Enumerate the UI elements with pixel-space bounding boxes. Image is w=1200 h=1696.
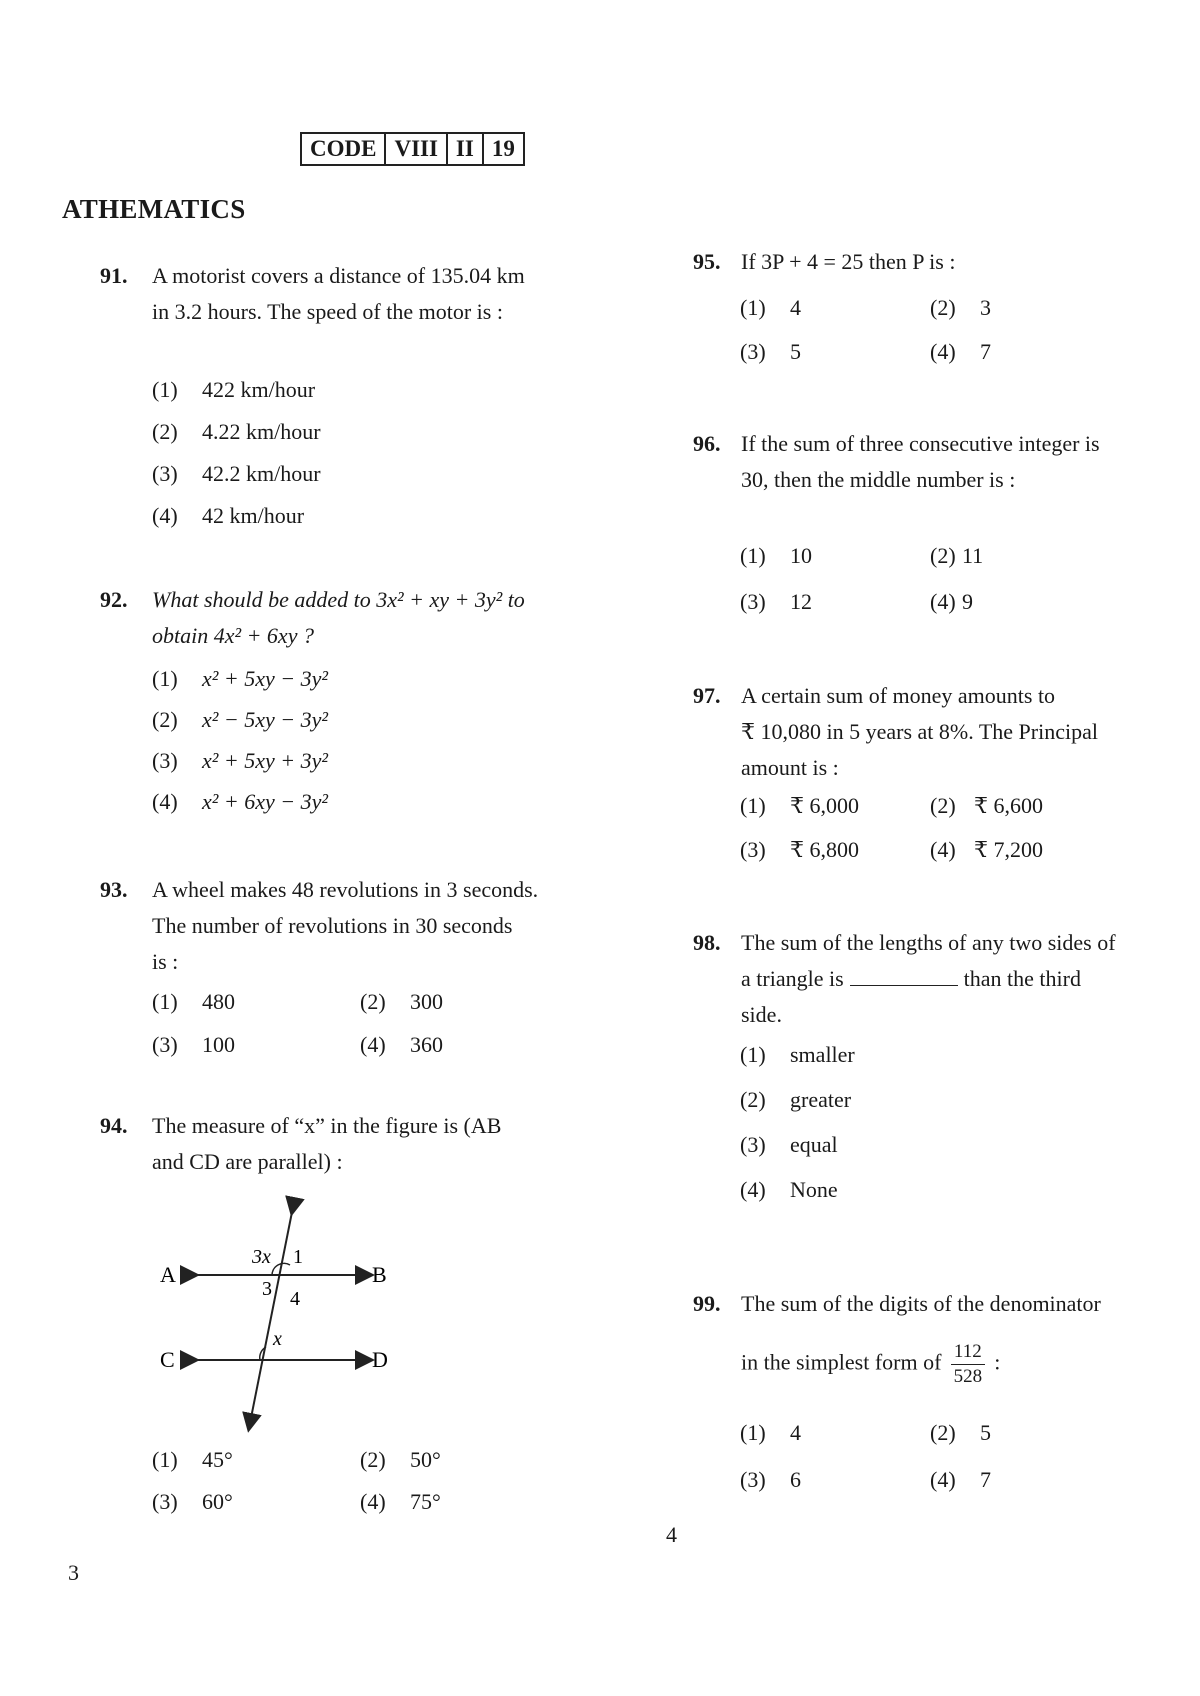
question-number: 92. — [100, 587, 128, 612]
option-text: 10 — [790, 543, 812, 568]
option-text: 42 km/hour — [202, 503, 305, 528]
option-number: (4) — [152, 503, 178, 528]
option-number: (1) — [740, 1420, 766, 1445]
question-text — [741, 244, 955, 280]
option-93-1[interactable] — [152, 987, 235, 1017]
option-text: 300 — [410, 989, 443, 1014]
option-text: 7 — [980, 1467, 991, 1492]
option-number: (1) — [152, 1447, 178, 1472]
option-number: (2) — [152, 707, 178, 732]
option-number: (3) — [740, 339, 766, 364]
option-95-1[interactable] — [740, 293, 801, 323]
option-93-2[interactable] — [360, 987, 443, 1017]
page-number-right: 4 — [666, 1522, 677, 1547]
option-text: 4 — [790, 1420, 801, 1445]
label-b: B — [372, 1262, 387, 1287]
option-text: 60° — [202, 1489, 233, 1514]
option-text: ₹ 6,800 — [790, 837, 859, 862]
label-d: D — [372, 1347, 388, 1372]
option-number: (2) — [930, 543, 956, 568]
option-93-3[interactable] — [152, 1030, 235, 1060]
label-angle-1: 1 — [293, 1246, 303, 1268]
option-96-2[interactable] — [930, 541, 983, 571]
question-line: in 3.2 hours. The speed of the motor is : — [152, 299, 503, 324]
option-94-3[interactable] — [152, 1487, 233, 1517]
option-94-2[interactable] — [360, 1445, 441, 1475]
label-angle-3: 3 — [262, 1278, 272, 1300]
option-number: (1) — [152, 989, 178, 1014]
question-line: What should be added to 3x² + xy + 3y² to — [152, 587, 525, 612]
option-number: (4) — [930, 589, 956, 614]
code-cell: 19 — [491, 136, 515, 161]
question-line: A wheel makes 48 revolutions in 3 seconds. — [152, 877, 539, 902]
question-text — [741, 678, 1098, 786]
option-text: 5 — [790, 339, 801, 364]
code-cell: CODE — [302, 134, 386, 164]
fraction-numerator: 112 — [951, 1340, 985, 1365]
question-number: 99. — [693, 1291, 721, 1316]
option-text: 100 — [202, 1032, 235, 1057]
option-number: (3) — [740, 1132, 766, 1157]
option-text: 11 — [962, 543, 984, 568]
option-number: (2) — [930, 793, 956, 818]
option-92-1[interactable] — [152, 664, 328, 694]
option-98-1[interactable] — [740, 1040, 855, 1070]
option-number: (3) — [740, 589, 766, 614]
option-text: 4 — [790, 295, 801, 320]
option-number: (3) — [152, 1032, 178, 1057]
option-text: 9 — [962, 589, 973, 614]
question-line: amount is : — [741, 755, 839, 780]
option-text: 5 — [980, 1420, 991, 1445]
question-line: obtain 4x² + 6xy ? — [152, 623, 314, 648]
option-text: equal — [790, 1132, 838, 1157]
subject-title: ATHEMATICS — [62, 194, 246, 224]
option-number: (2) — [360, 989, 386, 1014]
question-number: 94. — [100, 1113, 128, 1138]
option-text: x² − 5xy − 3y² — [202, 707, 328, 732]
option-94-4[interactable] — [360, 1487, 441, 1517]
option-text: 50° — [410, 1447, 441, 1472]
option-number: (2) — [930, 295, 956, 320]
option-number: (4) — [930, 339, 956, 364]
option-98-2[interactable] — [740, 1085, 851, 1115]
option-number: (3) — [152, 1489, 178, 1514]
option-text: x² + 6xy − 3y² — [202, 789, 328, 814]
question-line: and CD are parallel) : — [152, 1149, 343, 1174]
option-text: ₹ 7,200 — [974, 837, 1043, 862]
answer-blank — [850, 967, 958, 986]
question-number: 93. — [100, 877, 128, 902]
option-number: (2) — [930, 1420, 956, 1445]
option-91-1[interactable] — [152, 375, 315, 405]
option-number: (1) — [740, 543, 766, 568]
question-number: 91. — [100, 263, 128, 288]
label-c: C — [160, 1347, 175, 1372]
option-text: x² + 5xy + 3y² — [202, 748, 328, 773]
option-text: 4.22 km/hour — [202, 419, 321, 444]
option-text: 3 — [980, 295, 991, 320]
parallel-lines-figure — [150, 1195, 410, 1435]
option-text: 480 — [202, 989, 235, 1014]
option-number: (2) — [152, 419, 178, 444]
option-97-1[interactable] — [740, 791, 859, 821]
option-94-1[interactable] — [152, 1445, 233, 1475]
option-98-4[interactable] — [740, 1175, 838, 1205]
question-line: The number of revolutions in 30 seconds — [152, 913, 513, 938]
option-number: (3) — [740, 837, 766, 862]
question-text — [741, 426, 1100, 498]
question-text — [152, 582, 525, 654]
option-97-4[interactable] — [930, 835, 1043, 865]
label-3x: 3x — [252, 1246, 271, 1268]
code-cell: II — [448, 134, 484, 164]
option-96-3[interactable] — [740, 587, 812, 617]
option-text: smaller — [790, 1042, 855, 1067]
option-99-3[interactable] — [740, 1465, 801, 1495]
label-angle-4: 4 — [290, 1288, 300, 1310]
option-92-3[interactable] — [152, 746, 328, 776]
option-95-4[interactable] — [930, 337, 991, 367]
option-92-2[interactable] — [152, 705, 328, 735]
page-number-left: 3 — [68, 1560, 79, 1585]
question-line: is : — [152, 949, 179, 974]
option-91-4[interactable] — [152, 501, 304, 531]
option-number: (1) — [740, 793, 766, 818]
option-number: (4) — [930, 1467, 956, 1492]
transversal-line — [250, 1207, 293, 1423]
option-text: greater — [790, 1087, 852, 1112]
question-text — [152, 1108, 501, 1180]
option-number: (1) — [740, 295, 766, 320]
option-text: ₹ 6,600 — [974, 793, 1043, 818]
option-number: (1) — [152, 666, 178, 691]
option-number: (4) — [740, 1177, 766, 1202]
option-number: (3) — [152, 748, 178, 773]
question-line: ₹ 10,080 in 5 years at 8%. The Principal — [741, 719, 1098, 744]
question-number: 95. — [693, 249, 721, 274]
label-a: A — [160, 1262, 176, 1287]
option-number: (4) — [152, 789, 178, 814]
option-number: (3) — [740, 1467, 766, 1492]
option-92-4[interactable] — [152, 787, 328, 817]
question-fragment: : — [994, 1349, 1001, 1375]
option-text: 45° — [202, 1447, 233, 1472]
question-line: If 3P + 4 = 25 then P is : — [741, 249, 956, 274]
question-fragment: in the simplest form of — [741, 1349, 942, 1375]
option-number: (1) — [152, 377, 178, 402]
question-line: 30, then the middle number is : — [741, 467, 1016, 492]
option-number: (4) — [360, 1032, 386, 1057]
option-text: x² + 5xy − 3y² — [202, 666, 328, 691]
option-text: None — [790, 1177, 838, 1202]
question-line: If the sum of three consecutive integer is — [741, 431, 1100, 456]
question-fragment: a triangle is — [741, 966, 844, 991]
option-text: 360 — [410, 1032, 443, 1057]
question-99-line2 — [741, 1340, 1000, 1389]
option-number: (4) — [930, 837, 956, 862]
question-line — [741, 961, 1116, 997]
option-96-4[interactable] — [930, 587, 973, 617]
option-99-4[interactable] — [930, 1465, 991, 1495]
option-text: 42.2 km/hour — [202, 461, 321, 486]
option-98-3[interactable] — [740, 1130, 838, 1160]
question-number: 98. — [693, 930, 721, 955]
question-text — [152, 258, 525, 330]
option-number: (2) — [360, 1447, 386, 1472]
question-number: 96. — [693, 431, 721, 456]
question-line: side. — [741, 1002, 782, 1027]
label-angle-x: x — [273, 1328, 282, 1350]
option-number: (1) — [740, 1042, 766, 1067]
option-95-3[interactable] — [740, 337, 801, 367]
option-text: 7 — [980, 339, 991, 364]
option-text: 75° — [410, 1489, 441, 1514]
question-line: The sum of the digits of the denominator — [741, 1291, 1101, 1316]
option-text: 6 — [790, 1467, 801, 1492]
option-97-2[interactable] — [930, 791, 1043, 821]
option-99-1[interactable] — [740, 1418, 801, 1448]
question-text — [152, 872, 538, 980]
option-text: 422 km/hour — [202, 377, 316, 402]
question-text — [741, 925, 1116, 1033]
option-text: 12 — [790, 589, 812, 614]
option-number: (4) — [360, 1489, 386, 1514]
option-93-4[interactable] — [360, 1030, 443, 1060]
option-99-2[interactable] — [930, 1418, 991, 1448]
option-95-2[interactable] — [930, 293, 991, 323]
exam-code-box — [300, 132, 525, 166]
option-number: (3) — [152, 461, 178, 486]
option-97-3[interactable] — [740, 835, 859, 865]
question-line: The measure of “x” in the figure is (AB — [152, 1113, 502, 1138]
option-91-2[interactable] — [152, 417, 321, 447]
question-line: A certain sum of money amounts to — [741, 683, 1056, 708]
question-text — [741, 1286, 1101, 1322]
option-91-3[interactable] — [152, 459, 321, 489]
option-number: (2) — [740, 1087, 766, 1112]
question-line: A motorist covers a distance of 135.04 km — [152, 263, 525, 288]
code-cell: VIII — [386, 134, 447, 164]
question-number: 97. — [693, 683, 721, 708]
option-96-1[interactable] — [740, 541, 812, 571]
option-text: ₹ 6,000 — [790, 793, 859, 818]
question-line: The sum of the lengths of any two sides of — [741, 930, 1116, 955]
fraction-denominator: 528 — [953, 1366, 983, 1387]
fraction — [951, 1340, 985, 1389]
question-fragment: than the third — [963, 966, 1081, 991]
